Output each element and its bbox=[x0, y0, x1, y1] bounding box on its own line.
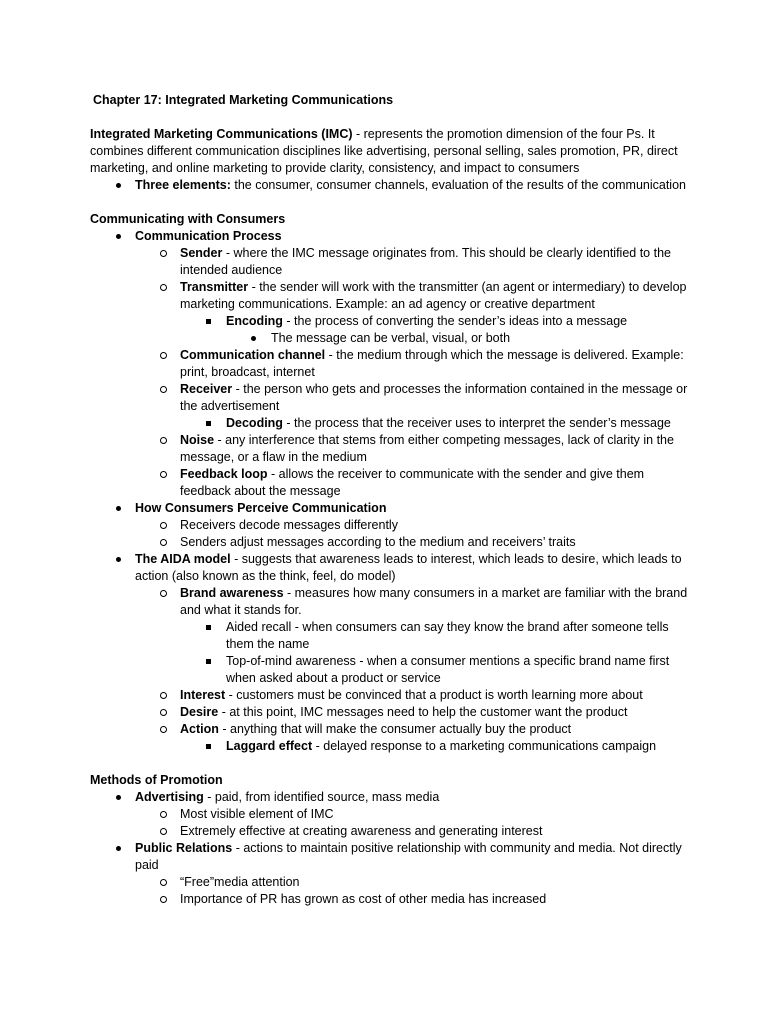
bullet-circle-icon bbox=[157, 347, 169, 359]
item-term: Action bbox=[180, 722, 219, 736]
list-item bbox=[90, 891, 688, 908]
section-heading-methods: Methods of Promotion bbox=[90, 773, 223, 787]
communicating-list bbox=[90, 228, 688, 755]
bullet-circle-icon bbox=[157, 704, 169, 716]
list-item bbox=[90, 585, 688, 619]
item-term: Desire bbox=[180, 705, 219, 719]
bullet-circle-icon bbox=[157, 823, 169, 835]
list-item bbox=[90, 619, 688, 653]
bullet-square-icon bbox=[202, 313, 214, 324]
list-item bbox=[90, 432, 688, 466]
bullet-disc-icon bbox=[112, 228, 124, 239]
bullet-circle-icon bbox=[157, 687, 169, 699]
item-text: The message can be verbal, visual, or both bbox=[271, 331, 511, 345]
item-text: - the process of converting the sender’s ideas into a message bbox=[282, 314, 628, 328]
item-text: - the medium through which the message is delivered. Example: print, broadcast, internet bbox=[180, 348, 684, 379]
item-text: Receivers decode messages differently bbox=[180, 518, 398, 532]
list-item bbox=[90, 840, 688, 874]
item-term: Receiver bbox=[180, 382, 233, 396]
list-item bbox=[90, 466, 688, 500]
item-text: - measures how many consumers in a market are familiar with the brand and what it stands for. bbox=[180, 586, 688, 617]
item-term: Three elements: bbox=[135, 178, 231, 192]
item-text: - anything that will make the consumer actually buy the product bbox=[218, 722, 572, 736]
list-item bbox=[90, 347, 688, 381]
bullet-circle-icon bbox=[157, 806, 169, 818]
bullet-square-icon bbox=[202, 619, 214, 630]
imc-list bbox=[90, 177, 688, 194]
list-item bbox=[90, 738, 688, 755]
bullet-circle-icon bbox=[157, 432, 169, 444]
item-text: - at this point, IMC messages need to help the customer want the product bbox=[218, 705, 628, 719]
list-item bbox=[90, 517, 688, 534]
item-text: - any interference that stems from either competing messages, lack of clarity in the message, or a flaw in the medium bbox=[180, 433, 674, 464]
item-text: - actions to maintain positive relationship with community and media. Not directly paid bbox=[135, 841, 682, 872]
item-text: Top-of-mind awareness - when a consumer mentions a specific brand name first when asked about a product or service bbox=[226, 654, 670, 685]
item-text: the consumer, consumer channels, evaluation of the results of the communication bbox=[230, 178, 686, 192]
item-term: The AIDA model bbox=[135, 552, 231, 566]
bullet-square-icon bbox=[202, 653, 214, 664]
item-text: Aided recall - when consumers can say they know the brand after someone tells them the name bbox=[226, 620, 669, 651]
item-text: - the process that the receiver uses to interpret the sender’s message bbox=[282, 416, 671, 430]
item-text: “Free”media attention bbox=[180, 875, 300, 889]
bullet-circle-icon bbox=[157, 517, 169, 529]
item-term: Brand awareness bbox=[180, 586, 284, 600]
item-term: Decoding bbox=[226, 416, 283, 430]
list-item bbox=[90, 245, 688, 279]
item-text: - delayed response to a marketing communications campaign bbox=[312, 739, 657, 753]
bullet-circle-icon bbox=[157, 381, 169, 393]
item-text: - suggests that awareness leads to interest, which leads to desire, which leads to action (also known as the think, feel, do model) bbox=[135, 552, 682, 583]
item-term: Laggard effect bbox=[226, 739, 313, 753]
item-term: Communication Process bbox=[135, 229, 282, 243]
list-item bbox=[90, 534, 688, 551]
list-item bbox=[90, 313, 688, 330]
list-item bbox=[90, 653, 688, 687]
list-item bbox=[90, 279, 688, 313]
item-term: How Consumers Perceive Communication bbox=[135, 501, 387, 515]
list-item bbox=[90, 551, 688, 585]
imc-definition-text: - represents the promotion dimension of the four Ps. It combines different communication disciplines like advertising, personal selling, sales promotion, PR, direct marketing, and online marketing to provide clarity, consistency, and impact to consumers bbox=[90, 127, 678, 175]
list-item bbox=[90, 874, 688, 891]
item-text: - paid, from identified source, mass media bbox=[203, 790, 440, 804]
list-item bbox=[90, 823, 688, 840]
bullet-disc-icon bbox=[247, 330, 259, 341]
item-text: Extremely effective at creating awareness and generating interest bbox=[180, 824, 543, 838]
bullet-disc-icon bbox=[112, 500, 124, 511]
bullet-circle-icon bbox=[157, 279, 169, 291]
bullet-circle-icon bbox=[157, 534, 169, 546]
list-item bbox=[90, 381, 688, 415]
bullet-disc-icon bbox=[112, 840, 124, 851]
bullet-disc-icon bbox=[112, 551, 124, 562]
item-text: - the person who gets and processes the information contained in the message or the advertisement bbox=[180, 382, 688, 413]
bullet-circle-icon bbox=[157, 721, 169, 733]
item-term: Transmitter bbox=[180, 280, 249, 294]
item-term: Noise bbox=[180, 433, 215, 447]
list-item bbox=[90, 228, 688, 245]
list-item bbox=[90, 806, 688, 823]
list-item bbox=[90, 687, 688, 704]
bullet-circle-icon bbox=[157, 245, 169, 257]
list-item bbox=[90, 721, 688, 738]
bullet-circle-icon bbox=[157, 466, 169, 478]
spacer bbox=[90, 194, 688, 211]
item-text: - customers must be convinced that a product is worth learning more about bbox=[225, 688, 643, 702]
item-text: Most visible element of IMC bbox=[180, 807, 334, 821]
item-text: - the sender will work with the transmitter (an agent or intermediary) to develop marketing communications. Example: an ad agency or creative department bbox=[180, 280, 687, 311]
methods-list bbox=[90, 789, 688, 908]
item-term: Public Relations bbox=[135, 841, 233, 855]
list-item bbox=[90, 415, 688, 432]
spacer bbox=[90, 109, 688, 126]
bullet-circle-icon bbox=[157, 891, 169, 903]
item-term: Advertising bbox=[135, 790, 204, 804]
item-term: Encoding bbox=[226, 314, 283, 328]
item-term: Communication channel bbox=[180, 348, 326, 362]
list-item bbox=[90, 789, 688, 806]
item-text: Senders adjust messages according to the medium and receivers’ traits bbox=[180, 535, 576, 549]
list-item bbox=[90, 500, 688, 517]
bullet-circle-icon bbox=[157, 585, 169, 597]
bullet-disc-icon bbox=[112, 177, 124, 188]
section-heading-communicating: Communicating with Consumers bbox=[90, 212, 286, 226]
item-text: - where the IMC message originates from. This should be clearly identified to the intended audience bbox=[180, 246, 671, 277]
item-term: Sender bbox=[180, 246, 223, 260]
bullet-square-icon bbox=[202, 415, 214, 426]
item-term: Feedback loop bbox=[180, 467, 268, 481]
imc-term: Integrated Marketing Communications (IMC) bbox=[90, 127, 353, 141]
bullet-disc-icon bbox=[112, 789, 124, 800]
bullet-square-icon bbox=[202, 738, 214, 749]
spacer bbox=[90, 755, 688, 772]
list-item bbox=[90, 177, 688, 194]
list-item bbox=[90, 330, 688, 347]
imc-definition bbox=[90, 126, 688, 177]
item-text: - allows the receiver to communicate with the sender and give them feedback about the message bbox=[180, 467, 645, 498]
item-term: Interest bbox=[180, 688, 226, 702]
list-item bbox=[90, 704, 688, 721]
item-text: Importance of PR has grown as cost of other media has increased bbox=[180, 892, 547, 906]
chapter-title: Chapter 17: Integrated Marketing Communications bbox=[93, 93, 394, 107]
bullet-circle-icon bbox=[157, 874, 169, 886]
